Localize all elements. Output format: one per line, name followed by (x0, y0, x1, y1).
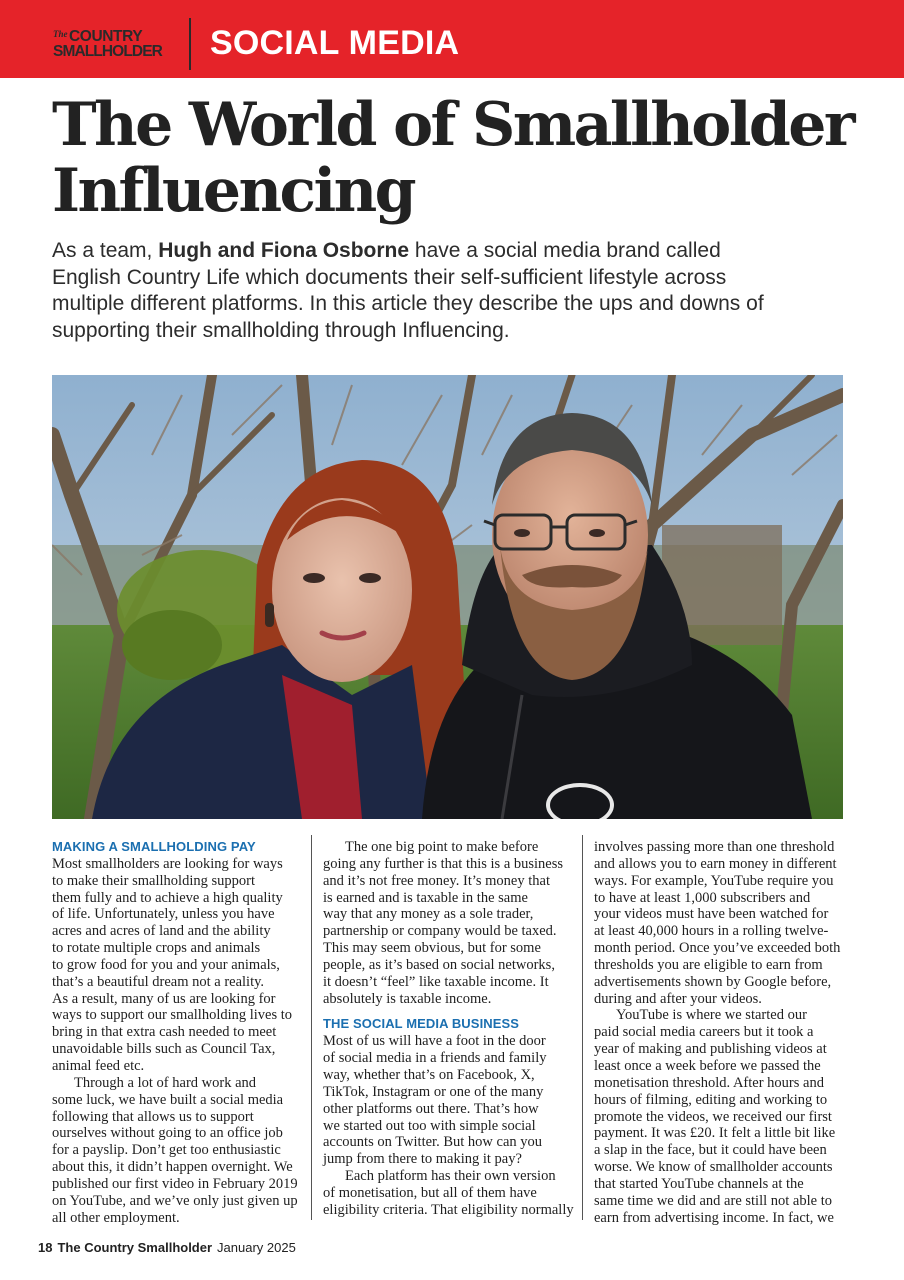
standfirst (52, 238, 852, 344)
body-line: to make their smallholding support (52, 872, 255, 889)
body-line: about this, it didn’t happen overnight. We (52, 1159, 293, 1176)
body-line: them fully and to achieve a high quality (52, 889, 283, 906)
body-line: least once a week before we passed the (594, 1057, 821, 1074)
body-line: thresholds you are eligible to earn from (594, 956, 823, 973)
body-line: is earned and is taxable in the same (323, 889, 528, 906)
body-line: Most smallholders are looking for ways (52, 855, 283, 872)
body-line: a slap in the face, but it could have been (594, 1142, 827, 1159)
body-line: all other employment. (52, 1209, 180, 1226)
logo-country: COUNTRY (69, 28, 143, 45)
magazine-logo (53, 26, 175, 66)
body-line: following that allows us to support (52, 1108, 254, 1125)
body-line: it doesn’t “feel” like taxable income. It (323, 973, 549, 990)
body-line: promote the videos, we received our first (594, 1108, 832, 1125)
logo-smallholder: SMALLHOLDER (53, 43, 162, 60)
logo-the: The (53, 29, 68, 39)
body-line: to grow food for you and your animals, (52, 956, 280, 973)
body-line: monetisation threshold. After hours and (594, 1074, 824, 1091)
body-line: The one big point to make before (345, 839, 539, 855)
article-column-1 (52, 839, 296, 1226)
article-title (52, 92, 872, 224)
column-rule-2 (582, 835, 583, 1220)
body-line: ways. For example, YouTube require you (594, 872, 834, 889)
title-line-2: Influencing (52, 156, 415, 226)
body-line: advertisements shown by Google before, (594, 973, 832, 990)
title-line-1: The World of Smallholder (52, 90, 853, 160)
body-line: Through a lot of hard work and (74, 1074, 257, 1091)
body-line: your videos must have been watched for (594, 906, 829, 923)
body-line: paid social media careers but it took a (594, 1024, 814, 1041)
body-line: unavoidable bills such as Council Tax, (52, 1041, 276, 1058)
standfirst-pre: As a team, (52, 239, 159, 262)
body-line: YouTube is where we started our (616, 1007, 807, 1024)
issue-date: January 2025 (217, 1240, 296, 1255)
body-line: published our first video in February 2019 (52, 1175, 298, 1192)
body-line: to rotate multiple crops and animals (52, 940, 261, 957)
body-line: we started out too with simple social (323, 1117, 536, 1134)
body-line: for a payslip. Don’t get too enthusiastic (52, 1142, 281, 1159)
body-line: absolutely is taxable income. (323, 990, 492, 1007)
body-line: and it’s not free money. It’s money that (323, 872, 550, 889)
page-number: 18 (38, 1240, 53, 1255)
standfirst-line-4: supporting their smallholding through Influencing. (52, 318, 510, 342)
section-label: SOCIAL MEDIA (210, 24, 460, 62)
body-line: of life. Unfortunately, unless you have (52, 906, 275, 923)
body-line: way that any money as a sole trader, (323, 906, 534, 923)
body-line: to have at least 1,000 subscribers and (594, 889, 811, 906)
body-line: acres and acres of land and the ability (52, 923, 271, 940)
body-line: of social media in a friends and family (323, 1050, 547, 1067)
standfirst-post: have a social media brand called (409, 239, 721, 262)
body-line: Most of us will have a foot in the door (323, 1033, 546, 1050)
magazine-name: The Country Smallholder (57, 1240, 213, 1255)
author-names: Hugh and Fiona Osborne (158, 239, 410, 262)
body-line: at least 40,000 hours in a rolling twelve- (594, 923, 829, 940)
body-line: going any further is that this is a business (323, 855, 564, 872)
body-line: worse. We know of smallholder accounts (594, 1159, 833, 1176)
body-line: way, whether that’s on Facebook, X, (323, 1066, 535, 1083)
body-line: people, as it’s based on social networks, (323, 956, 555, 973)
body-line: partnership or company would be taxed. (323, 923, 557, 940)
body-line: ourselves without going to an office job (52, 1125, 283, 1142)
article-photo (52, 375, 843, 819)
body-line: earn from advertising income. In fact, we (594, 1209, 834, 1226)
body-line: Each platform has their own version (345, 1168, 556, 1185)
body-line: other platforms out there. That’s how (323, 1100, 539, 1117)
body-line: eligibility criteria. That eligibility normally (323, 1201, 574, 1218)
body-line: accounts on Twitter. But how can you (323, 1134, 543, 1151)
body-line: As a result, many of us are looking for (52, 990, 276, 1007)
header-divider (189, 18, 191, 70)
body-line: during and after your videos. (594, 990, 762, 1007)
body-line: that’s a beautiful dream not a reality. (52, 973, 265, 990)
standfirst-line-1 (52, 238, 852, 265)
body-line: bring in that extra cash needed to meet (52, 1024, 277, 1041)
body-line: involves passing more than one threshold (594, 839, 835, 855)
body-line: animal feed etc. (52, 1057, 145, 1074)
body-line: same time we did and are still not able to (594, 1192, 832, 1209)
subheading-the-social-media-business: THE SOCIAL MEDIA BUSINESS (323, 1016, 520, 1032)
body-line: some luck, we have built a social media (52, 1091, 284, 1108)
body-line: ways to support our smallholding lives to (52, 1007, 293, 1024)
body-line: month period. Once you’ve exceeded both (594, 940, 841, 957)
article-column-2 (323, 839, 574, 1219)
body-line: on YouTube, and we’ve only just given up (52, 1192, 298, 1209)
paragraph-gap (323, 1007, 567, 1016)
body-line: TikTok, Instagram or one of the many (323, 1083, 544, 1100)
subheading-making-a-smallholding-pay: MAKING A SMALLHOLDING PAY (52, 839, 256, 854)
body-line: jump from there to making it pay? (323, 1151, 522, 1168)
body-line: year of making and publishing videos at (594, 1041, 827, 1058)
body-line: that started YouTube channels at the (594, 1175, 804, 1192)
column-rule-1 (311, 835, 312, 1220)
body-line: of monetisation, but all of them have (323, 1184, 537, 1201)
body-line: hours of filming, editing and working to (594, 1091, 828, 1108)
page-footer (38, 1240, 296, 1255)
body-line: This may seem obvious, but for some (323, 940, 541, 957)
standfirst-line-2: English Country Life which documents their self-sufficient lifestyle across (52, 265, 727, 289)
body-line: payment. It was £20. It felt a little bit like (594, 1125, 836, 1142)
section-header-band (0, 0, 904, 78)
standfirst-line-3: multiple different platforms. In this article they describe the ups and downs of (52, 292, 764, 316)
body-line: and allows you to earn money in different (594, 855, 837, 872)
article-column-3 (594, 839, 841, 1226)
